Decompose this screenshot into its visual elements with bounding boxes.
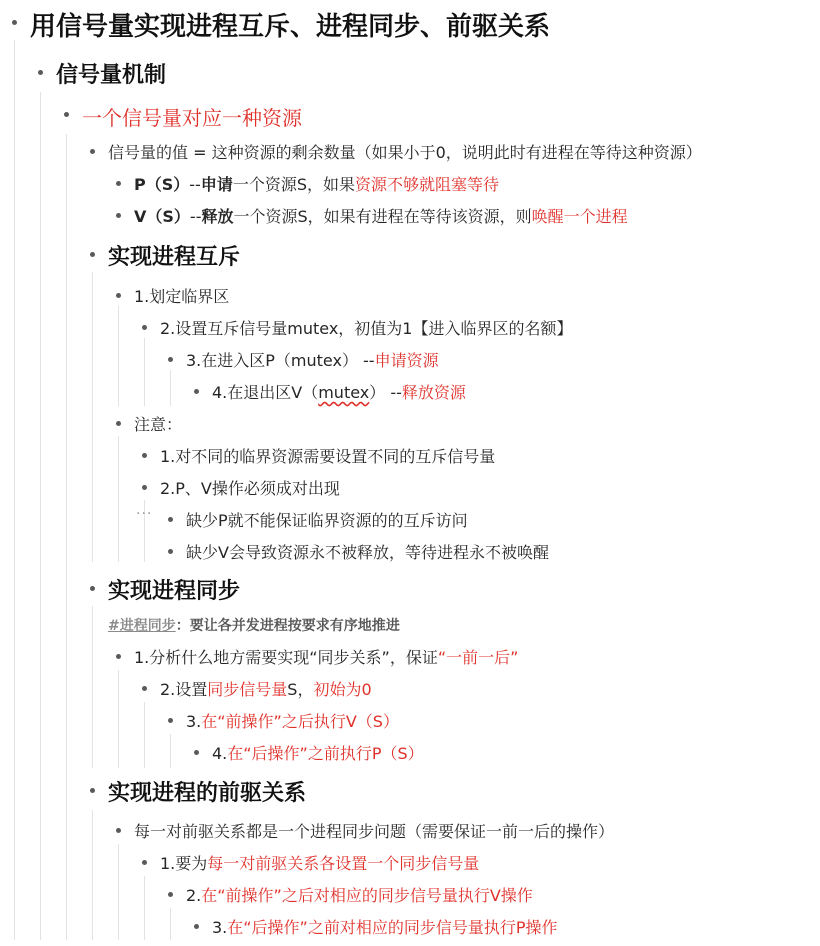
more-options-icon[interactable]: ··· <box>136 506 153 522</box>
guide-line <box>66 134 67 940</box>
resource-heading: 一个信号量对应一种资源 <box>82 106 302 130</box>
pred-step-3 <box>212 915 558 938</box>
page-title: 用信号量实现进程互斥、进程同步、前驱关系 <box>30 12 551 42</box>
guide-line <box>92 272 93 562</box>
section-heading: 信号量机制 <box>56 63 167 88</box>
pred-step-3-red: 在“后操作”之前对相应的同步信号量执行P操作 <box>227 918 558 937</box>
pred-step-2-red: 在“前操作”之后对相应的同步信号量执行V操作 <box>201 886 533 905</box>
v-code: V（S） <box>134 207 190 226</box>
bullet[interactable] <box>168 357 173 362</box>
sync-step-1 <box>134 645 518 668</box>
sync-step-2 <box>160 677 372 700</box>
pred-step-1-red: 每一对前驱关系各设置一个同步信号量 <box>207 854 480 873</box>
sync-step-4-text: 4. <box>212 744 228 763</box>
v-mid: 一个资源S，如果有进程在等待该资源，则 <box>233 207 532 226</box>
bullet[interactable] <box>194 750 199 755</box>
guide-line <box>144 338 145 406</box>
mutex-step-4-red: 释放资源 <box>401 383 466 402</box>
p-code: P（S） <box>134 175 190 194</box>
bullet[interactable] <box>194 924 199 929</box>
sync-desc: ：要让各并发进程按要求有序地推进 <box>175 618 400 634</box>
p-mid: 一个资源S，如果 <box>232 175 355 194</box>
v-red: 唤醒一个进程 <box>531 207 628 226</box>
sync-step-3-red: 在“前操作”之后执行V（S） <box>201 712 399 731</box>
mutex-step-3-text: 3.在进入区P（mutex） -- <box>186 351 375 370</box>
sync-step-3-text: 3. <box>186 712 202 731</box>
sync-step-1-text: 1.分析什么地方需要实现“同步关系”，保证 <box>134 648 438 667</box>
v-operation <box>134 204 628 227</box>
sync-step-2-mid: S， <box>287 680 314 699</box>
note-1: 1.对不同的临界资源需要设置不同的互斥信号量 <box>160 447 496 466</box>
guide-line <box>40 92 41 940</box>
sync-step-4-red: 在“后操作”之前执行P（S） <box>227 744 424 763</box>
guide-line <box>92 810 93 940</box>
pred-step-1 <box>160 851 479 874</box>
bullet[interactable] <box>12 20 17 25</box>
sync-step-2-text: 2.设置 <box>160 680 208 699</box>
bullet[interactable] <box>168 718 173 723</box>
guide-line <box>170 734 171 768</box>
sync-step-1-red: “一前一后” <box>437 648 519 667</box>
guide-line <box>14 40 15 940</box>
value-line: 信号量的值 = 这种资源的剩余数量（如果小于0，说明此时有进程在等待这种资源） <box>108 143 702 162</box>
v-verb: 释放 <box>201 207 234 226</box>
mutex-step-2: 2.设置互斥信号量mutex，初值为1【进入临界区的名额】 <box>160 319 573 338</box>
guide-line <box>118 670 119 768</box>
bullet[interactable] <box>168 517 173 522</box>
bullet[interactable] <box>116 213 121 218</box>
bullet[interactable] <box>116 654 121 659</box>
bullet[interactable] <box>168 549 173 554</box>
mutex-step-3-red: 申请资源 <box>374 351 439 370</box>
bullet[interactable] <box>142 686 147 691</box>
p-sep: -- <box>189 175 201 194</box>
mutex-step-4-text: 4.在退出区V（ <box>212 383 319 402</box>
p-verb: 申请 <box>200 175 233 194</box>
bullet[interactable] <box>38 70 43 75</box>
pred-step-3-text: 3. <box>212 918 228 937</box>
note-2b: 缺少V会导致资源永不被释放，等待进程永不被唤醒 <box>186 543 549 562</box>
bullet[interactable] <box>116 828 121 833</box>
guide-line <box>118 844 119 940</box>
bullet[interactable] <box>116 421 121 426</box>
guide-line <box>144 702 145 768</box>
pred-step-1-text: 1.要为 <box>160 854 208 873</box>
v-sep: -- <box>189 207 202 226</box>
pred-step-2 <box>186 883 533 906</box>
bullet[interactable] <box>142 325 147 330</box>
bullet[interactable] <box>168 892 173 897</box>
pred-line-0: 每一对前驱关系都是一个进程同步问题（需要保证一前一后的操作） <box>134 822 615 841</box>
note-label: 注意： <box>134 415 183 434</box>
bullet[interactable] <box>142 860 147 865</box>
bullet[interactable] <box>90 586 95 591</box>
bullet[interactable] <box>116 181 121 186</box>
bullet[interactable] <box>64 112 69 117</box>
bullet[interactable] <box>90 149 95 154</box>
guide-line <box>170 370 171 406</box>
sync-tag[interactable]: #进程同步 <box>108 618 176 634</box>
note-2a: 缺少P就不能保证临界资源的的互斥访问 <box>186 511 468 530</box>
sync-description <box>108 615 400 635</box>
mutex-step-4-mid: ） -- <box>369 383 402 402</box>
pred-step-2-text: 2. <box>186 886 202 905</box>
guide-line <box>118 436 119 562</box>
bullet[interactable] <box>90 252 95 257</box>
bullet[interactable] <box>142 453 147 458</box>
sync-heading: 实现进程同步 <box>108 579 241 604</box>
bullet[interactable] <box>142 485 147 490</box>
mutex-step-4 <box>212 380 466 403</box>
sync-step-2-red2: 初始为0 <box>313 680 372 699</box>
mutex-spell-word: mutex <box>318 383 370 402</box>
guide-line <box>92 606 93 768</box>
sync-step-3 <box>186 709 399 732</box>
guide-line <box>118 306 119 406</box>
note-2: 2.P、V操作必须成对出现 <box>160 479 340 498</box>
sync-step-4 <box>212 741 424 764</box>
bullet[interactable] <box>194 389 199 394</box>
mutex-step-1: 1.划定临界区 <box>134 287 230 306</box>
bullet[interactable] <box>116 293 121 298</box>
pred-heading: 实现进程的前驱关系 <box>108 781 307 806</box>
p-red: 资源不够就阻塞等待 <box>355 175 500 194</box>
p-operation <box>134 172 499 195</box>
mutex-heading: 实现进程互斥 <box>108 245 241 270</box>
bullet[interactable] <box>90 788 95 793</box>
sync-step-2-red1: 同步信号量 <box>207 680 288 699</box>
guide-line <box>144 876 145 940</box>
mutex-step-3 <box>186 348 439 371</box>
guide-line <box>170 908 171 940</box>
